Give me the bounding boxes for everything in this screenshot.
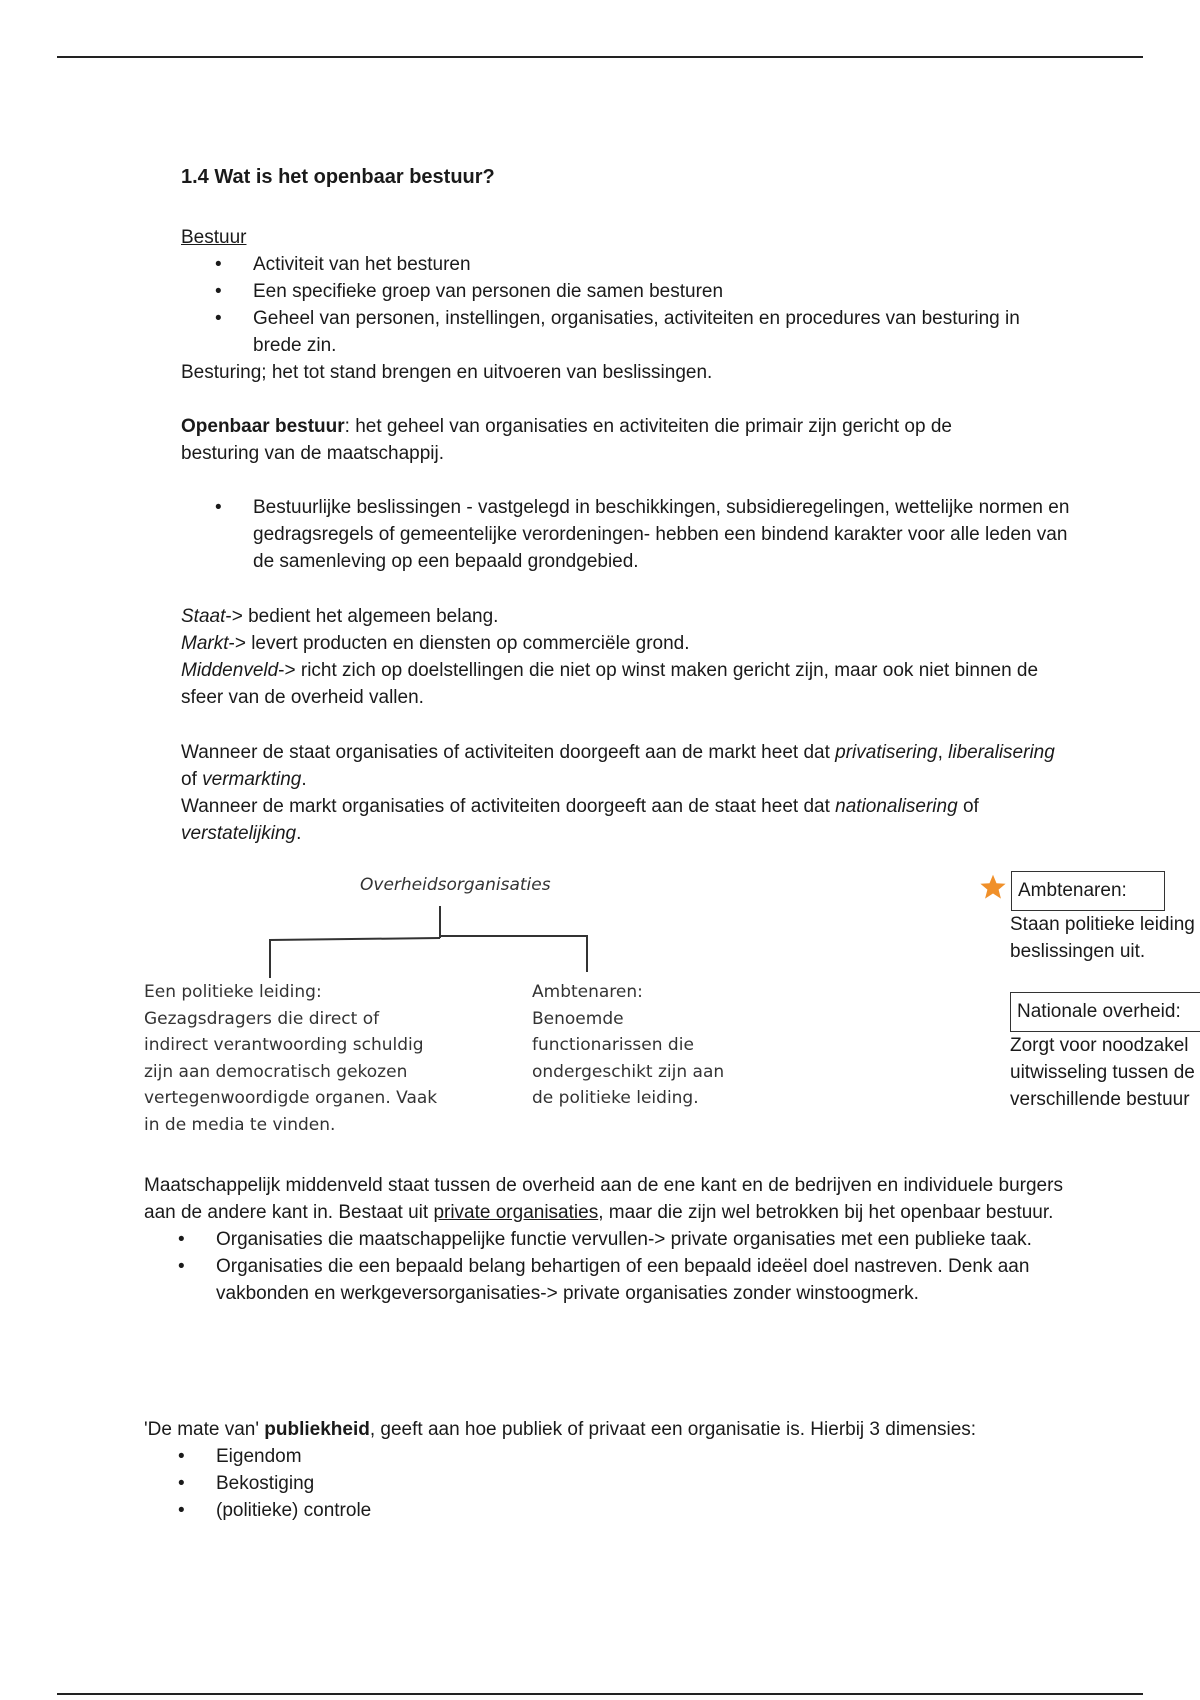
list-item: • Een specifieke groep van personen die samen besturen	[181, 278, 1071, 305]
node-line: in de media te vinden.	[144, 1114, 336, 1135]
node-line: indirect verantwoording schuldig	[144, 1035, 424, 1055]
note-line: Zorgt voor noodzakel	[1010, 1035, 1189, 1056]
nationale-overheid-note-box: Nationale overheid:	[1010, 992, 1200, 1032]
middenveld-paragraph	[144, 1172, 1064, 1226]
publiekheid-section	[144, 1416, 1064, 1524]
list-item: • Bekostiging	[144, 1470, 1064, 1497]
star-icon	[979, 873, 1007, 901]
list-item: • Eigendom	[144, 1443, 1064, 1470]
node-line: de politieke leiding.	[532, 1088, 699, 1108]
note-line: beslissingen uit.	[1010, 941, 1146, 962]
ambtenaren-note-text	[1010, 911, 1195, 965]
ambtenaren-note-box: Ambtenaren:	[1011, 871, 1165, 911]
diagram-left-node	[144, 979, 474, 1138]
note-line: uitwisseling tussen de	[1010, 1062, 1195, 1083]
diagram-right-node	[532, 979, 782, 1112]
underlined-term: private organisaties	[433, 1202, 599, 1223]
node-title: Een politieke leiding:	[144, 982, 322, 1002]
term: liberalisering	[948, 742, 1055, 763]
text: of	[181, 769, 203, 790]
text: ,	[937, 742, 949, 763]
node-line: functionarissen die	[532, 1035, 694, 1055]
note-line: verschillende bestuur	[1010, 1089, 1190, 1110]
node-line: Benoemde	[532, 1008, 624, 1029]
node-line: zijn aan democratisch gekozen	[144, 1061, 408, 1082]
sector-text: -> bedient het algemeen belang.	[225, 606, 499, 627]
list-item: • Activiteit van het besturen	[181, 251, 1071, 278]
sector-term: Markt	[181, 633, 229, 654]
page-title: 1.4 Wat is het openbaar bestuur?	[181, 166, 495, 188]
text: , geeft aan hoe publiek of privaat een organisatie is. Hierbij 3 dimensies:	[369, 1419, 977, 1440]
openbaar-term: Openbaar bestuur	[181, 416, 345, 437]
bestuur-title: Bestuur	[181, 227, 247, 248]
publiekheid-list	[144, 1443, 1064, 1524]
text: 'De mate van'	[144, 1419, 265, 1440]
text: .	[301, 769, 307, 790]
text: Wanneer de markt organisaties of activiteiten doorgeeft aan de staat heet dat	[181, 796, 836, 817]
term: nationalisering	[835, 796, 958, 817]
text: of	[957, 796, 979, 817]
list-item: • Geheel van personen, instellingen, organisaties, activiteiten en procedures van besturing in brede zin.	[181, 305, 1071, 359]
node-title: Ambtenaren:	[532, 982, 643, 1002]
publiekheid-paragraph	[144, 1416, 1064, 1443]
nationale-overheid-note-text	[1010, 1032, 1195, 1113]
term: vermarkting	[202, 769, 302, 790]
middenveld-section	[144, 1172, 1064, 1307]
text: .	[296, 823, 302, 844]
sector-text: -> richt zich op doelstellingen die niet op winst maken gericht zijn, maar ook niet binnen de sfeer van de overheid vallen.	[181, 660, 1039, 708]
besturing-definition: Besturing; het tot stand brengen en uitvoeren van beslissingen.	[181, 362, 713, 383]
text: , maar die zijn wel betrokken bij het openbaar bestuur.	[598, 1202, 1054, 1223]
note-line: Staan politieke leiding	[1010, 914, 1195, 935]
text: Maatschappelijk middenveld staat tussen de overheid aan de ene kant en de bedrijven en individuele burgers aan de andere kant in. Bestaat uit	[144, 1175, 1063, 1223]
middenveld-list	[144, 1226, 1044, 1307]
sector-text: -> levert producten en diensten op commerciële grond.	[228, 633, 690, 654]
openbaar-text: : het geheel van organisaties en activiteiten die primair zijn gericht op de besturing van de maatschappij.	[181, 416, 952, 464]
diagram-root-label: Overheidsorganisaties	[360, 875, 551, 895]
node-line: vertegenwoordigde organen. Vaak	[144, 1088, 438, 1108]
term: verstatelijking	[181, 823, 297, 844]
sector-term: Middenveld	[181, 660, 279, 681]
text: Wanneer de staat organisaties of activiteiten doorgeeft aan de markt heet dat	[181, 742, 836, 763]
sector-term: Staat	[181, 606, 226, 627]
bold-term: publiekheid	[264, 1419, 370, 1440]
term: privatisering	[835, 742, 938, 763]
list-item: • (politieke) controle	[144, 1497, 1064, 1524]
list-item: • Bestuurlijke beslissingen - vastgelegd in beschikkingen, subsidieregelingen, wettelijke normen en gedragsregels of gemeentelijke verordeningen- hebben een bindend karakter voor alle leden van de samenleving op een bepaald grondgebied.	[181, 494, 1081, 575]
connector-left	[270, 938, 440, 978]
node-line: Gezagsdragers die direct of	[144, 1008, 380, 1029]
connector-right	[440, 936, 587, 972]
node-line: ondergeschikt zijn aan	[532, 1061, 725, 1082]
list-item: • Organisaties die maatschappelijke functie vervullen-> private organisaties met een publieke taak.	[144, 1226, 1044, 1253]
list-item: • Organisaties die een bepaald belang behartigen of een bepaald ideëel doel nastreven. Denk aan vakbonden en werkgeversorganisaties-> private organisaties zonder winstoogmerk.	[144, 1253, 1044, 1307]
